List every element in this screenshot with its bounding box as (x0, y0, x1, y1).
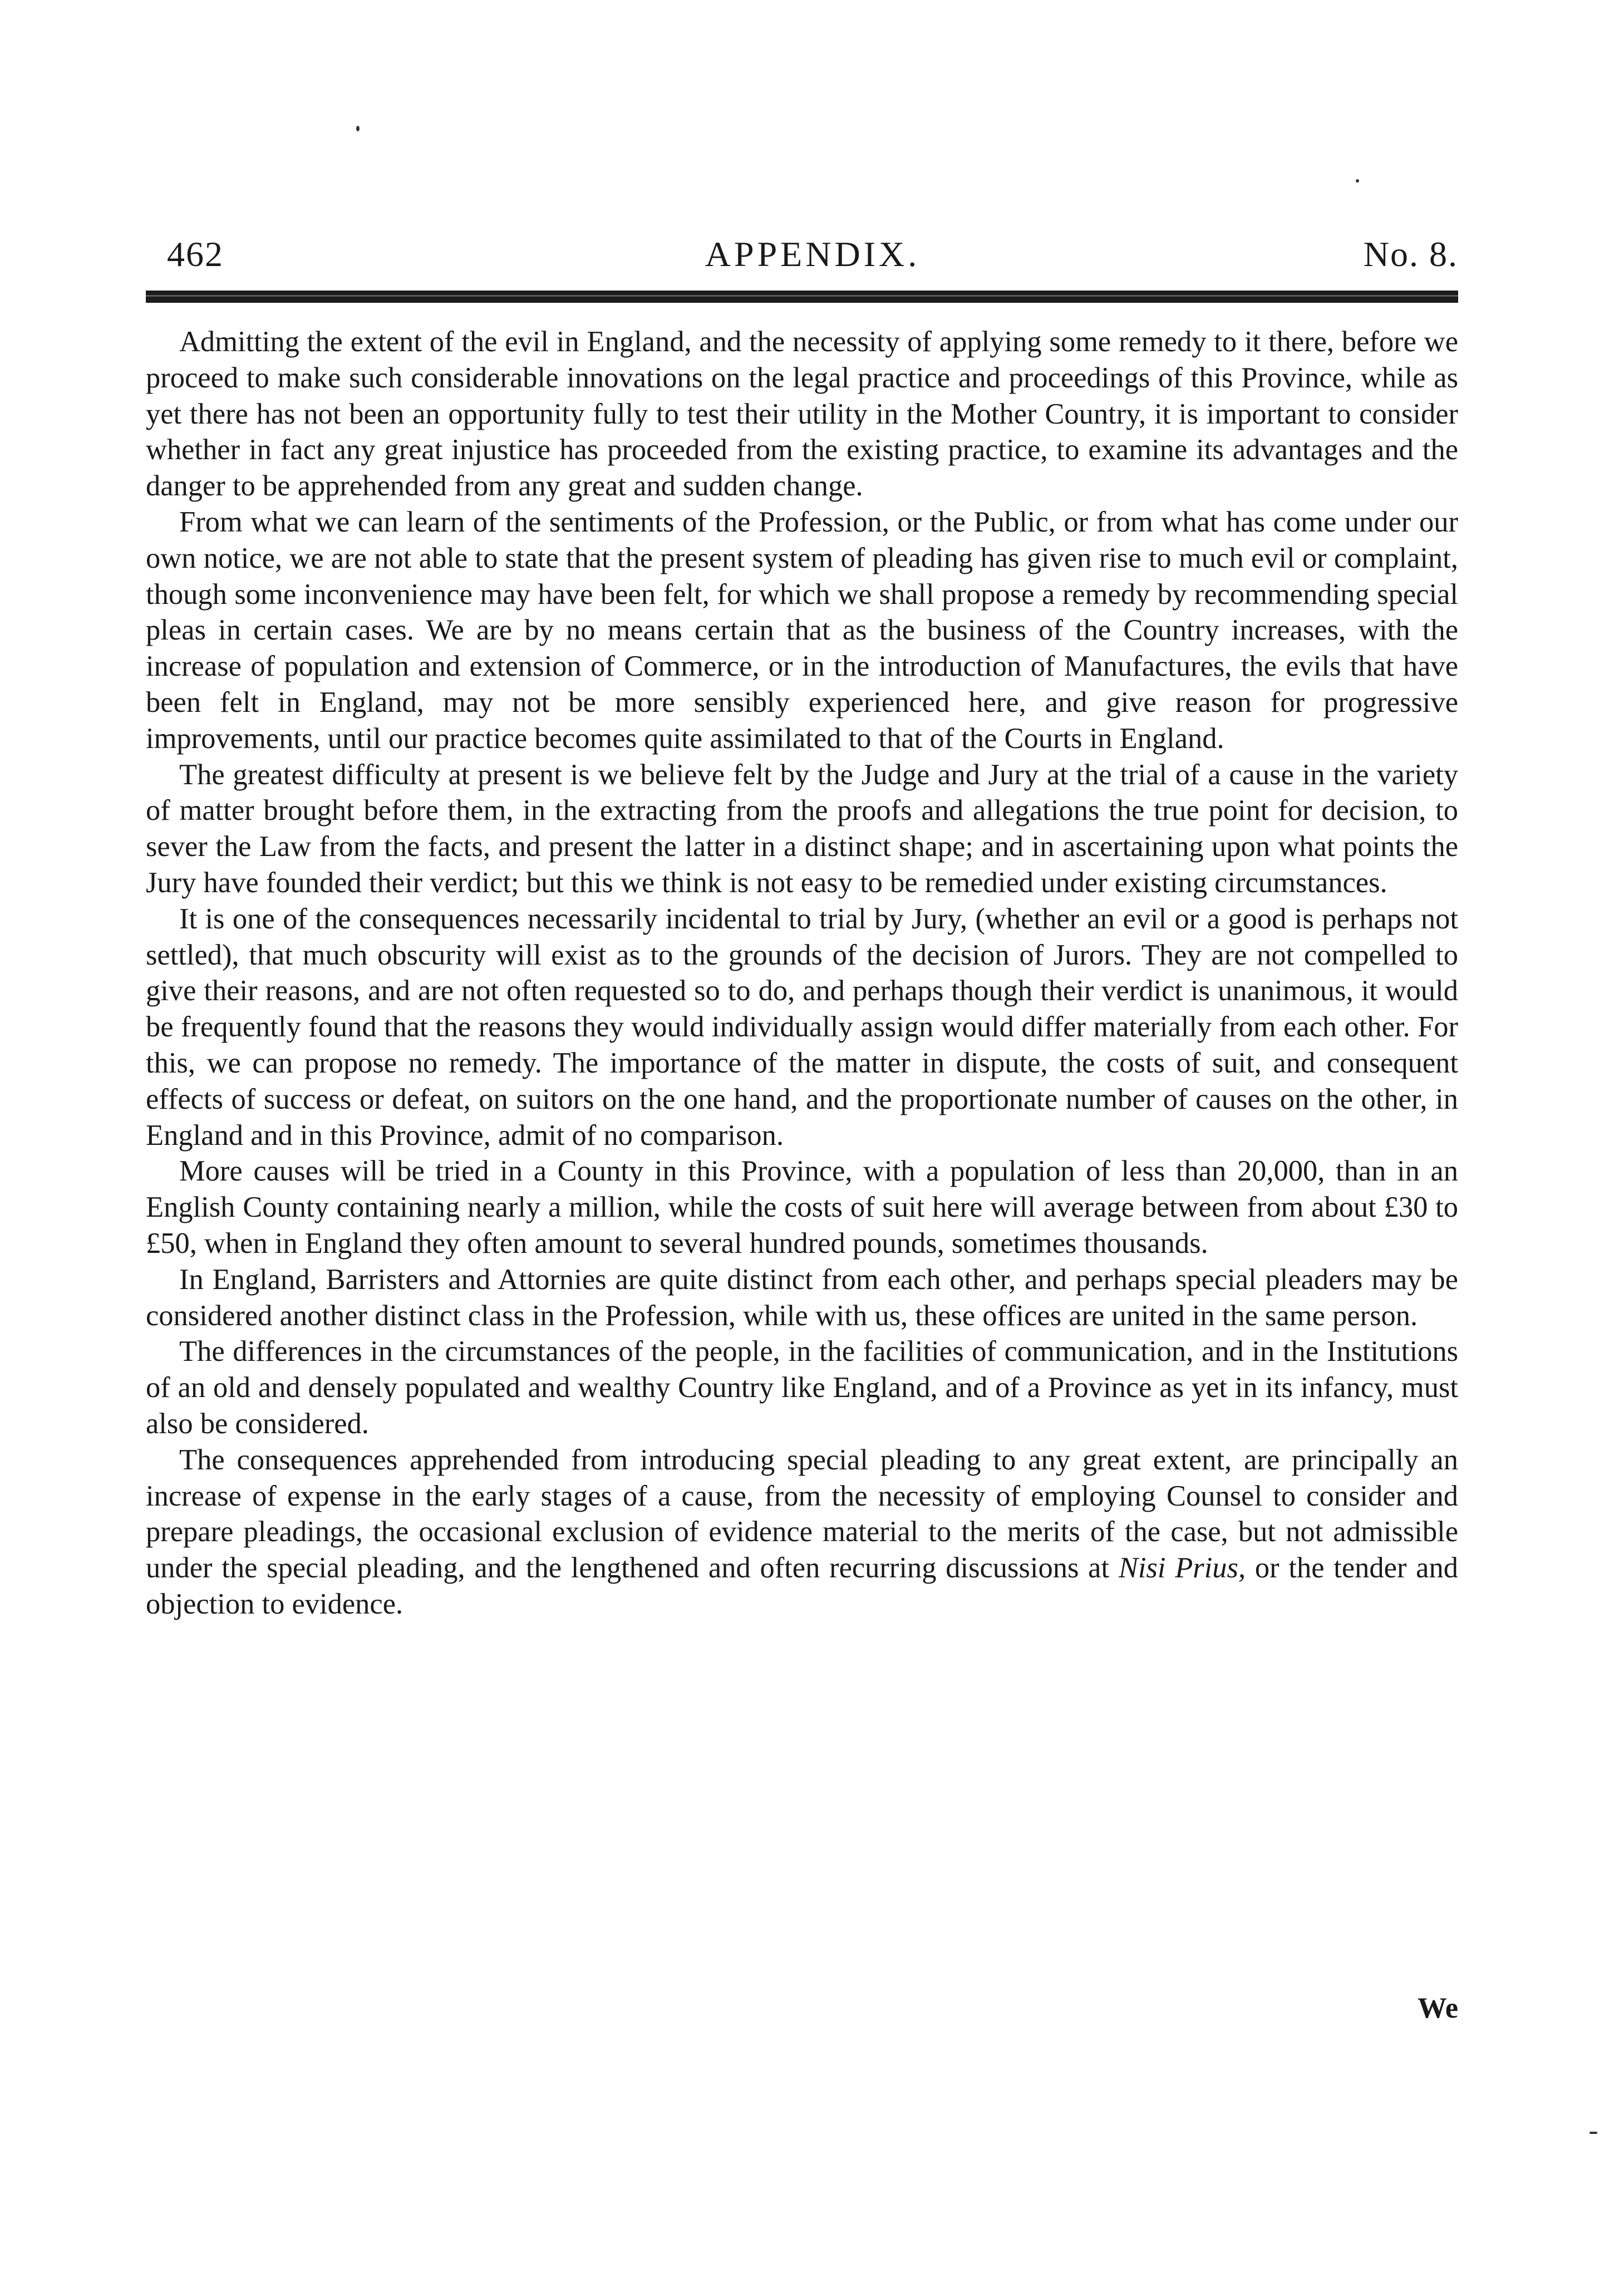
header-rule (146, 291, 1458, 303)
page-number: 462 (167, 234, 224, 274)
paragraph-text: or the tender and objection to evidence. (146, 1552, 1458, 1620)
running-title: APPENDIX. (705, 234, 921, 274)
paragraph: More causes will be tried in a County in this Province, with a population of less than 20,000, than in an English County containing nearly a million, while the costs of suit here will average between from about £30 to £50, when in England they often amount to several hundred pounds, sometimes thousands. (146, 1155, 1458, 1260)
italic-phrase: Nisi Prius, (1118, 1552, 1246, 1585)
paragraph: The differences in the circumstances of the people, in the facilities of communication, and in the Institutions of an old and densely populated and wealthy Country like England, and of a Province as yet in its infancy, must also be considered. (146, 1335, 1458, 1440)
stray-mark (356, 126, 360, 131)
catchword: We (1418, 1992, 1458, 2024)
paragraph: In England, Barristers and Attornies are quite distinct from each other, and perhaps special pleaders may be considered another distinct class in the Profession, while with us, these offices are united in the same person. (146, 1263, 1458, 1332)
page-header (167, 234, 1458, 284)
appendix-number: No. 8. (1363, 234, 1458, 274)
body-text (146, 324, 1458, 1622)
paragraph-text: The consequences apprehended from introducing special pleading to any great extent, are principally an increase of expense in the early stages of a cause, from the necessity of employing Counsel to consider and prepare pleadings, the occasional exclusion of evidence material to the merits of the case, but not admissible under the special pleading, and the lengthened and often recurring discussions at (146, 1443, 1458, 1585)
paragraph-last (146, 1442, 1458, 1622)
paragraph: Admitting the extent of the evil in England, and the necessity of applying some remedy to it there, before we proceed to make such considerable innovations on the legal practice and proceedings of this Province, while as yet there has not been an opportunity fully to test their utility in the Mother Country, it is important to consider whether in fact any great injustice has proceeded from the existing practice, to examine its advantages and the danger to be apprehended from any great and sudden change. (146, 326, 1458, 503)
paragraph: The greatest difficulty at present is we believe felt by the Judge and Jury at the trial of a cause in the variety of matter brought before them, in the extracting from the proofs and allegations the true point for decision, to sever the Law from the facts, and present the latter in a distinct shape; and in ascertaining upon what points the Jury have founded their verdict; but this we think is not easy to be remedied under existing circumstances. (146, 758, 1458, 899)
stray-mark (1589, 2132, 1597, 2134)
stray-mark (1356, 179, 1359, 183)
paragraph: It is one of the consequences necessarily incidental to trial by Jury, (whether an evil or a good is perhaps not settled), that much obscurity will exist as to the grounds of the decision of Jurors. They are not compelled to give their reasons, and are not often requested so to do, and perhaps though their verdict is unanimous, it would be frequently found that the reasons they would individually assign would differ materially from each other. For this, we can propose no remedy. The importance of the matter in dispute, the costs of suit, and consequent effects of success or defeat, on suitors on the one hand, and the proportionate number of causes on the other, in England and in this Province, admit of no comparison. (146, 902, 1458, 1152)
paragraph: From what we can learn of the sentiments of the Profession, or the Public, or from what has come under our own notice, we are not able to state that the present system of pleading has given rise to much evil or complaint, though some inconvenience may have been felt, for which we shall propose a remedy by recommending special pleas in certain cases. We are by no means certain that as the business of the Country increases, with the increase of population and extension of Commerce, or in the introduction of Manufactures, the evils that have been felt in England, may not be more sensibly experienced here, and give reason for progressive improvements, until our practice becomes quite assimilated to that of the Courts in England. (146, 505, 1458, 755)
